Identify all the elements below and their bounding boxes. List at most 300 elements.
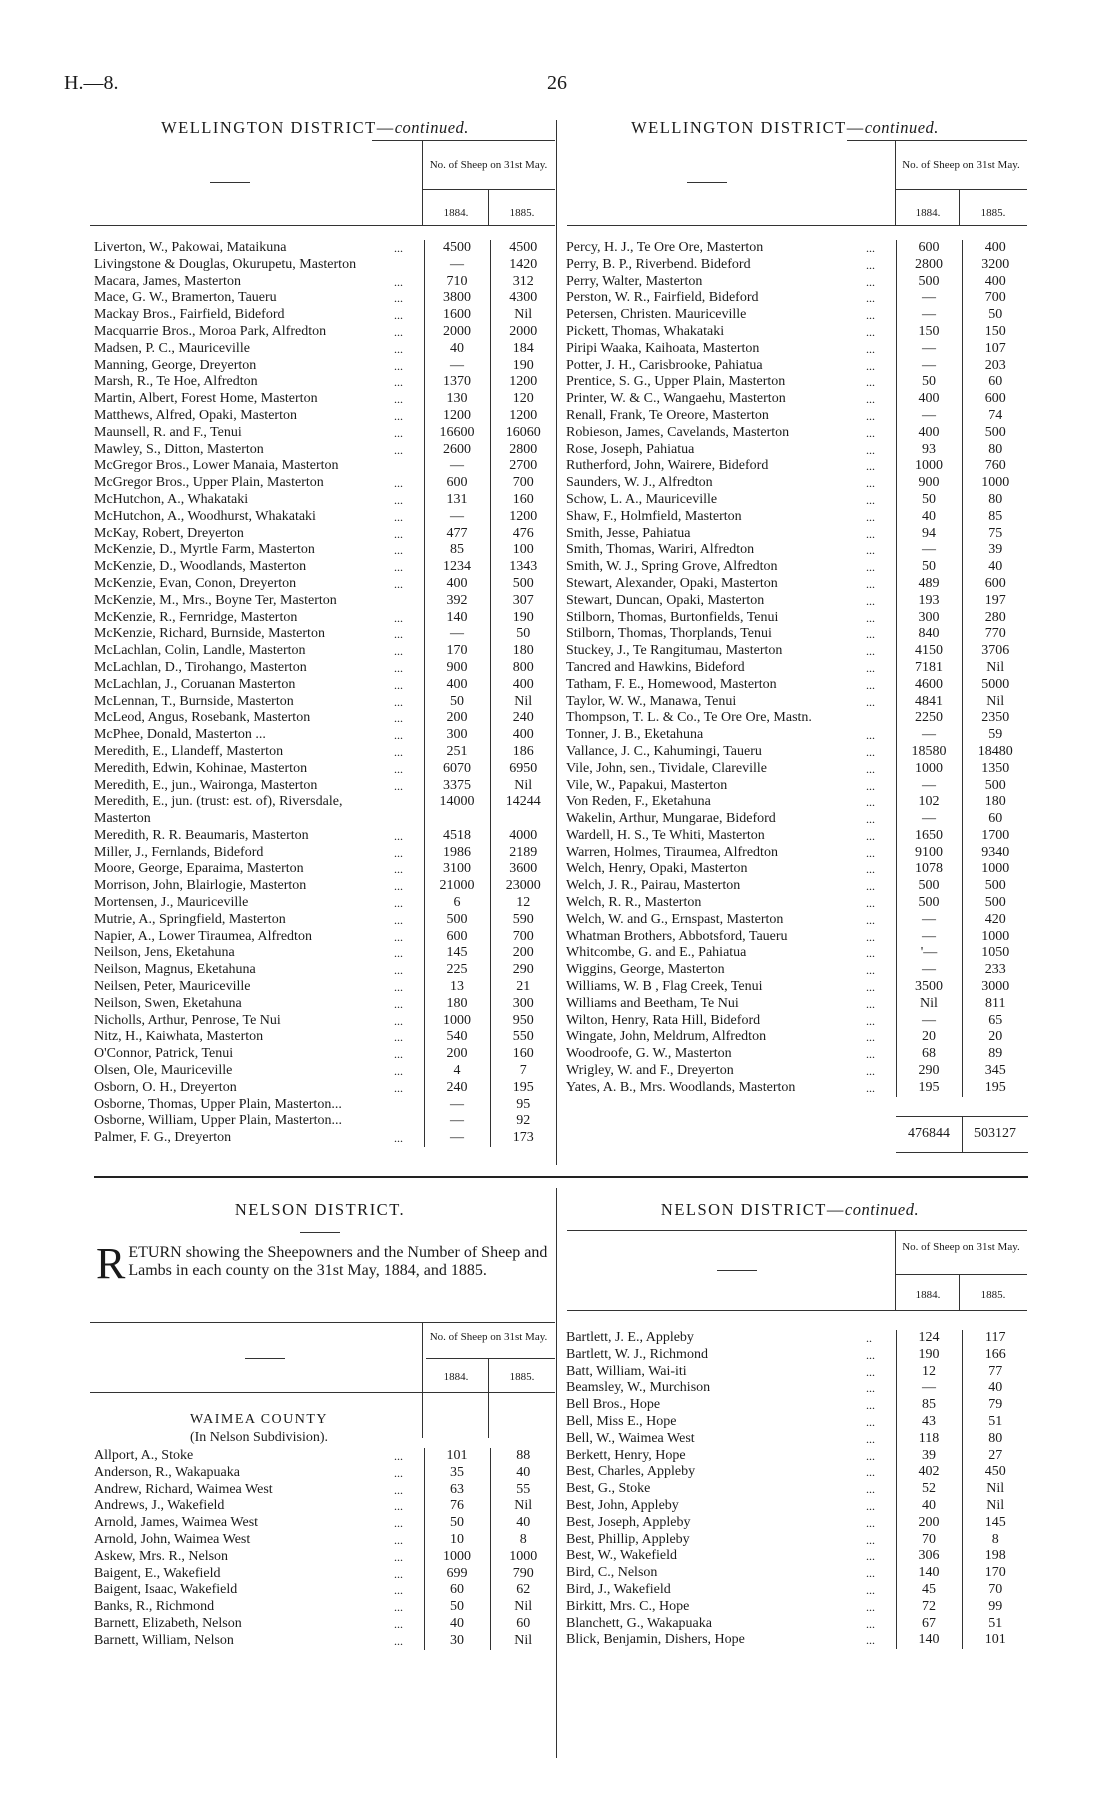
leader-dots: ... xyxy=(866,1515,875,1530)
leader-dots: ... xyxy=(866,1532,875,1547)
leader-dots: ... xyxy=(394,560,403,575)
owner-name: Smith, Thomas, Wariri, Alfredton xyxy=(566,542,755,558)
table-row xyxy=(94,828,556,845)
owner-name: Mawley, S., Ditton, Masterton xyxy=(94,441,264,457)
sheep-1885: 1350 xyxy=(962,761,1028,778)
table-row xyxy=(94,1130,556,1147)
sheep-1884: — xyxy=(424,509,490,526)
sheep-1885: 88 xyxy=(490,1448,556,1465)
table-row xyxy=(566,727,1028,744)
sheep-1884: 1000 xyxy=(424,1013,490,1030)
owner-name: Marsh, R., Te Hoe, Alfredton xyxy=(94,374,258,390)
owner-name: Wingate, John, Meldrum, Alfredton xyxy=(566,1029,767,1045)
owner-name: Bartlett, J. E., Appleby xyxy=(566,1330,694,1345)
leader-dots: ... xyxy=(394,996,403,1011)
owner-name: Askew, Mrs. R., Nelson xyxy=(94,1548,229,1564)
sheep-1884: — xyxy=(896,1013,962,1030)
owner-name: Morrison, John, Blairlogie, Masterton xyxy=(94,878,307,894)
sheep-1884: — xyxy=(424,626,490,643)
nelson-left-title: NELSON DISTRICT. xyxy=(234,1200,406,1219)
sheep-1884: 4518 xyxy=(424,828,490,845)
sheep-1884: — xyxy=(896,727,962,744)
owner-name: Perry, Walter, Masterton xyxy=(566,273,703,289)
table-row xyxy=(94,358,556,375)
sheep-1884: 900 xyxy=(896,475,962,492)
sheep-1884: 124 xyxy=(896,1330,962,1347)
leader-dots: ... xyxy=(394,963,403,978)
sheep-1884: — xyxy=(896,358,962,375)
sheep-1885: 345 xyxy=(962,1063,1028,1080)
wellington-left-title: WELLINGTON DISTRICT—continued. xyxy=(161,118,469,137)
owner-name: Smith, Jesse, Pahiatua xyxy=(566,525,691,541)
owner-name: McHutchon, A., Woodhurst, Whakataki xyxy=(94,508,316,524)
sheep-1884: — xyxy=(424,257,490,274)
sheep-1884: — xyxy=(424,1113,490,1130)
sheep-1884: — xyxy=(896,912,962,929)
sheep-1884: — xyxy=(896,962,962,979)
sheep-1885: 1000 xyxy=(962,475,1028,492)
sheep-1884: 76 xyxy=(424,1498,490,1515)
sheep-1885: 4000 xyxy=(490,828,556,845)
total-1885: 503127 xyxy=(974,1126,1016,1141)
sheep-1885: 117 xyxy=(962,1330,1028,1347)
table-row xyxy=(94,962,556,979)
leader-dots: ... xyxy=(394,1516,403,1531)
sheep-1884: 400 xyxy=(424,576,490,593)
owner-name: Von Reden, F., Eketahuna xyxy=(566,794,711,810)
table-row xyxy=(94,559,556,576)
owner-name: Perston, W. R., Fairfield, Bideford xyxy=(566,290,759,306)
sheep-1884: 710 xyxy=(424,274,490,291)
table-row xyxy=(94,492,556,509)
sheep-1885: 39 xyxy=(962,542,1028,559)
sheep-1885: 18480 xyxy=(962,744,1028,761)
center-divider-lower xyxy=(556,1188,557,1758)
owner-name: Neilson, Jens, Eketahuna xyxy=(94,945,235,961)
sheep-1885: 6950 xyxy=(490,761,556,778)
sheep-1884: 40 xyxy=(896,509,962,526)
owner-name: Stilborn, Thomas, Thorplands, Tenui xyxy=(566,626,772,642)
table-row xyxy=(566,1414,1028,1431)
leader-dots: ... xyxy=(394,980,403,995)
leader-dots xyxy=(394,593,424,610)
nelson-right-table xyxy=(566,1330,1028,1649)
sheep-1884: — xyxy=(424,1097,490,1114)
sheep-1885: 107 xyxy=(962,341,1028,358)
sheep-1884: — xyxy=(896,778,962,795)
owner-name: Liverton, W., Pakowai, Mataikuna xyxy=(94,240,287,255)
sheep-1884: 102 xyxy=(896,794,962,811)
owner-name: Woodroofe, G. W., Masterton xyxy=(566,1046,732,1062)
owner-name: McGregor Bros., Upper Plain, Masterton xyxy=(94,475,324,491)
sheep-1885: 40 xyxy=(490,1465,556,1482)
sheep-1885: Nil xyxy=(962,1481,1028,1498)
sheep-1884: 477 xyxy=(424,526,490,543)
sheep-1885: 60 xyxy=(962,811,1028,828)
sheep-1885: 92 xyxy=(490,1113,556,1130)
table-row xyxy=(566,307,1028,324)
owner-name: Arnold, James, Waimea West xyxy=(94,1515,259,1531)
table-row xyxy=(94,425,556,442)
sheep-1885: 101 xyxy=(962,1632,1028,1649)
sheep-1885: 195 xyxy=(962,1080,1028,1097)
sheep-1885: 550 xyxy=(490,1029,556,1046)
sheep-1884: — xyxy=(896,542,962,559)
owner-name: Tonner, J. B., Eketahuna xyxy=(566,727,704,743)
sheep-1884: — xyxy=(896,1380,962,1397)
owner-name: Miller, J., Fernlands, Bideford xyxy=(94,844,264,860)
leader-dots: ... xyxy=(866,778,875,793)
table-row xyxy=(566,845,1028,862)
leader-dots xyxy=(394,257,424,274)
table-row xyxy=(94,324,556,341)
table-row xyxy=(94,1465,556,1482)
table-row xyxy=(566,945,1028,962)
leader-dots: ... xyxy=(394,1030,403,1045)
sheep-1884: 400 xyxy=(424,677,490,694)
wellington-total-box xyxy=(896,1116,1028,1152)
sheep-1884: 306 xyxy=(896,1548,962,1565)
leader-dots: ... xyxy=(394,929,403,944)
leader-dots: ... xyxy=(866,1347,875,1362)
sheep-1885: Nil xyxy=(490,694,556,711)
sheep-1884: 35 xyxy=(424,1465,490,1482)
owner-name: McLennan, T., Burnside, Masterton xyxy=(94,693,294,709)
sheep-1885: 166 xyxy=(962,1347,1028,1364)
sheep-1884: 7181 xyxy=(896,660,962,677)
table-row xyxy=(566,929,1028,946)
table-row xyxy=(94,677,556,694)
nelson-left-table xyxy=(94,1448,556,1650)
sheep-1884: 2800 xyxy=(896,257,962,274)
col-rule xyxy=(422,1392,423,1438)
leader-dots: ... xyxy=(866,291,875,306)
sheep-1884: — xyxy=(896,341,962,358)
sheep-1884: 190 xyxy=(896,1347,962,1364)
sheep-1884: 1000 xyxy=(424,1549,490,1566)
leader-dots: ... xyxy=(394,660,403,675)
leader-dots: ... xyxy=(866,912,875,927)
sheep-1884: 1600 xyxy=(424,307,490,324)
sheep-1884: 840 xyxy=(896,626,962,643)
sheep-1885: 8 xyxy=(962,1532,1028,1549)
table-row xyxy=(566,710,1028,727)
sheep-1885: 1200 xyxy=(490,509,556,526)
sheep-1884: 43 xyxy=(896,1414,962,1431)
sheep-1885: 40 xyxy=(962,1380,1028,1397)
wellington-left-table xyxy=(94,240,556,1147)
sheep-1884: 500 xyxy=(896,274,962,291)
leader-dots: ... xyxy=(866,761,875,776)
sheep-1884: 3800 xyxy=(424,290,490,307)
sheep-1884: 195 xyxy=(896,1080,962,1097)
colhead-year-1885: 1885. xyxy=(509,207,535,219)
table-row xyxy=(566,1599,1028,1616)
sheep-1884: 140 xyxy=(424,610,490,627)
owner-name: Welch, J. R., Pairau, Masterton xyxy=(566,878,741,894)
table-row xyxy=(566,962,1028,979)
sheep-1884: 20 xyxy=(896,1029,962,1046)
table-row xyxy=(566,1582,1028,1599)
sheep-1884: 200 xyxy=(896,1515,962,1532)
owner-name: Blick, Benjamin, Dishers, Hope xyxy=(566,1632,745,1648)
owner-name: Shaw, F., Holmfield, Masterton xyxy=(566,508,742,524)
sheep-1884: 30 xyxy=(424,1633,490,1650)
owner-name: McKenzie, D., Myrtle Farm, Masterton xyxy=(94,542,315,558)
sheep-1884: 14000 xyxy=(424,794,490,811)
table-row xyxy=(566,324,1028,341)
table-row xyxy=(94,475,556,492)
county-subtitle: (In Nelson Subdivision). xyxy=(189,1430,329,1445)
report-code: H.—8. xyxy=(64,72,119,94)
table-row xyxy=(94,408,556,425)
owner-name: Macquarrie Bros., Moroa Park, Alfredton xyxy=(94,323,327,339)
owner-name: Osborne, Thomas, Upper Plain, Masterton... xyxy=(94,1096,342,1112)
sheep-1884: 150 xyxy=(896,324,962,341)
leader-dots: ... xyxy=(866,324,875,339)
owner-name: McKenzie, D., Woodlands, Masterton xyxy=(94,559,307,575)
sheep-1884: 40 xyxy=(424,341,490,358)
leader-dots: ... xyxy=(866,257,875,272)
sheep-1885: 312 xyxy=(490,274,556,291)
table-row xyxy=(94,996,556,1013)
sheep-1885: 400 xyxy=(962,274,1028,291)
sheep-1885: 85 xyxy=(962,509,1028,526)
sheep-1885: 62 xyxy=(490,1582,556,1599)
sheep-1885: 197 xyxy=(962,593,1028,610)
table-row xyxy=(94,458,556,475)
leader-dots: ... xyxy=(866,694,875,709)
sheep-1885: 40 xyxy=(962,559,1028,576)
leader-dots: ... xyxy=(866,1431,875,1446)
leader-dots: ... xyxy=(866,1448,875,1463)
sheep-1884: 50 xyxy=(896,492,962,509)
table-row xyxy=(94,257,556,274)
sheep-1885: 160 xyxy=(490,1046,556,1063)
table-row xyxy=(566,979,1028,996)
owner-name: McKenzie, Richard, Burnside, Masterton xyxy=(94,626,325,642)
sheep-1885: 4500 xyxy=(490,240,556,257)
leader-dots: ... xyxy=(866,408,875,423)
colhead-year-1885: 1885. xyxy=(980,207,1006,219)
sheep-1884: 1000 xyxy=(896,761,962,778)
sheep-1885: 500 xyxy=(962,895,1028,912)
table-row xyxy=(94,912,556,929)
owner-name: Williams and Beetham, Te Nui xyxy=(566,995,739,1011)
leader-dots: ... xyxy=(394,476,403,491)
sheep-1885: 80 xyxy=(962,492,1028,509)
leader-dots: ... xyxy=(866,425,875,440)
sheep-1885: 7 xyxy=(490,1063,556,1080)
leader-dots: ... xyxy=(394,1600,403,1615)
table-row xyxy=(566,610,1028,627)
leader-dots: ... xyxy=(866,610,875,625)
leader-dots: ... xyxy=(866,1465,875,1480)
sheep-1884: 39 xyxy=(896,1448,962,1465)
sheep-1885: 700 xyxy=(490,475,556,492)
table-row xyxy=(566,1397,1028,1414)
sheep-1884: 85 xyxy=(424,542,490,559)
table-row xyxy=(94,878,556,895)
sheep-1885: 1050 xyxy=(962,945,1028,962)
sheep-1885: 240 xyxy=(490,710,556,727)
sheep-1885: 3706 xyxy=(962,643,1028,660)
table-row xyxy=(94,542,556,559)
sheep-1884: 140 xyxy=(896,1632,962,1649)
sheep-1884: 50 xyxy=(424,1599,490,1616)
owner-name: Best, Phillip, Appleby xyxy=(566,1531,690,1547)
table-row xyxy=(94,290,556,307)
leader-dots: ... xyxy=(866,308,875,323)
sheep-1885: Nil xyxy=(962,660,1028,677)
sheep-1885: 195 xyxy=(490,1080,556,1097)
table-row xyxy=(94,660,556,677)
sheep-1884: 50 xyxy=(424,1515,490,1532)
table-row xyxy=(94,1498,556,1515)
owner-name: Wiggins, George, Masterton xyxy=(566,962,725,978)
sheep-1885: 80 xyxy=(962,442,1028,459)
table-row xyxy=(566,643,1028,660)
owner-name: Best, Joseph, Appleby xyxy=(566,1514,691,1530)
owner-name: Robieson, James, Cavelands, Masterton xyxy=(566,424,790,440)
sheep-1885: 8 xyxy=(490,1532,556,1549)
table-row xyxy=(566,1380,1028,1397)
sheep-1885: 27 xyxy=(962,1448,1028,1465)
table-row xyxy=(94,1080,556,1097)
table-row xyxy=(566,1046,1028,1063)
sheep-1885: 800 xyxy=(490,660,556,677)
owner-name: Saunders, W. J., Alfredton xyxy=(566,475,713,491)
sheep-1884: 101 xyxy=(424,1448,490,1465)
leader-dots: ... xyxy=(394,1549,403,1564)
owner-name: Osborne, William, Upper Plain, Masterton... xyxy=(94,1113,343,1129)
wellington-left-colhead xyxy=(90,140,555,225)
county-title: WAIMEA COUNTY xyxy=(189,1412,329,1427)
sheep-1885: 79 xyxy=(962,1397,1028,1414)
table-row xyxy=(566,761,1028,778)
owner-name: McHutchon, A., Whakataki xyxy=(94,491,249,507)
owner-name: Nitz, H., Kaiwhata, Masterton xyxy=(94,1029,264,1045)
sheep-1884: 4600 xyxy=(896,677,962,694)
table-row xyxy=(94,694,556,711)
leader-dots: ... xyxy=(394,324,403,339)
owner-name: Vallance, J. C., Kahumingi, Taueru xyxy=(566,743,762,759)
sheep-1884: 400 xyxy=(896,391,962,408)
sheep-1885: 59 xyxy=(962,727,1028,744)
owner-name: Masterton xyxy=(94,811,151,827)
leader-dots: ... xyxy=(866,828,875,843)
leader-dots: ... xyxy=(394,896,403,911)
leader-dots: ... xyxy=(866,392,875,407)
table-row xyxy=(94,1482,556,1499)
table-row xyxy=(94,442,556,459)
table-row xyxy=(566,1548,1028,1565)
owner-name: Macara, James, Masterton xyxy=(94,273,241,289)
owner-name: Livingstone & Douglas, Okurupetu, Masterton xyxy=(94,256,357,272)
owner-name: Anderson, R., Wakapuaka xyxy=(94,1464,240,1480)
owner-name: Best, John, Appleby xyxy=(566,1497,679,1513)
sheep-1885: 500 xyxy=(962,778,1028,795)
table-row xyxy=(566,1364,1028,1381)
table-row xyxy=(566,492,1028,509)
owner-name: Palmer, F. G., Dreyerton xyxy=(94,1130,232,1146)
table-row xyxy=(566,626,1028,643)
owner-name: Baigent, Isaac, Wakefield xyxy=(94,1582,238,1598)
owner-name: Bell, Miss E., Hope xyxy=(566,1413,677,1429)
sheep-1884: 6 xyxy=(424,895,490,912)
sheep-1884: 1200 xyxy=(424,408,490,425)
owner-name: Williams, W. B , Flag Creek, Tenui xyxy=(566,979,763,995)
sheep-1885: 21 xyxy=(490,979,556,996)
sheep-1884: 500 xyxy=(896,878,962,895)
owner-name: McKenzie, Evan, Conon, Dreyerton xyxy=(94,575,297,591)
leader-dots: ... xyxy=(866,576,875,591)
table-row xyxy=(566,425,1028,442)
owner-name: Yates, A. B., Mrs. Woodlands, Masterton xyxy=(566,1079,796,1095)
table-row xyxy=(566,391,1028,408)
sheep-1884: 402 xyxy=(896,1464,962,1481)
leader-dots: ... xyxy=(866,677,875,692)
table-row xyxy=(94,861,556,878)
sheep-1884: 72 xyxy=(896,1599,962,1616)
sheep-1885: 203 xyxy=(962,358,1028,375)
table-row xyxy=(94,710,556,727)
leader-dots: ... xyxy=(394,341,403,356)
table-row xyxy=(94,929,556,946)
sheep-1885: 2700 xyxy=(490,458,556,475)
owner-name: Tancred and Hawkins, Bideford xyxy=(566,659,745,675)
sheep-1885: 198 xyxy=(962,1548,1028,1565)
sheep-1885: 307 xyxy=(490,593,556,610)
table-row xyxy=(94,307,556,324)
sheep-1885: Nil xyxy=(490,778,556,795)
leader-dots: ... xyxy=(866,375,875,390)
leader-dots: ... xyxy=(866,946,875,961)
leader-dots: ... xyxy=(866,795,875,810)
leader-dots: ... xyxy=(394,912,403,927)
table-row xyxy=(566,1616,1028,1633)
sheep-1885: 590 xyxy=(490,912,556,929)
sheep-1885: 160 xyxy=(490,492,556,509)
table-row xyxy=(566,1330,1028,1347)
sheep-1884: 200 xyxy=(424,1046,490,1063)
table-row xyxy=(94,643,556,660)
table-row xyxy=(566,341,1028,358)
owner-name: Beamsley, W., Murchison xyxy=(566,1380,711,1396)
table-row xyxy=(566,442,1028,459)
owner-name: Welch, R. R., Masterton xyxy=(566,895,702,911)
owner-name: Arnold, John, Waimea West xyxy=(94,1531,251,1547)
owner-name: Prentice, S. G., Upper Plain, Masterton xyxy=(566,374,786,390)
leader-dots: ... xyxy=(394,1064,403,1079)
sheep-1885: 50 xyxy=(962,307,1028,324)
owner-name: Potter, J. H., Carisbrooke, Pahiatua xyxy=(566,357,763,373)
sheep-1884: 400 xyxy=(896,425,962,442)
sheep-1885: 233 xyxy=(962,962,1028,979)
sheep-1884: 4500 xyxy=(424,240,490,257)
table-row xyxy=(566,1013,1028,1030)
sheep-1885: 65 xyxy=(962,1013,1028,1030)
leader-dots: ... xyxy=(394,492,403,507)
owner-name: Neilson, Swen, Eketahuna xyxy=(94,995,242,1011)
owner-name: Stewart, Duncan, Opaki, Masterton xyxy=(566,592,765,608)
table-row xyxy=(94,727,556,744)
sheep-1885: 51 xyxy=(962,1414,1028,1431)
wellington-right-title: WELLINGTON DISTRICT—continued. xyxy=(631,118,939,137)
sheep-1885: 950 xyxy=(490,1013,556,1030)
table-row xyxy=(566,408,1028,425)
owner-name: Taylor, W. W., Manawa, Tenui xyxy=(566,693,737,709)
